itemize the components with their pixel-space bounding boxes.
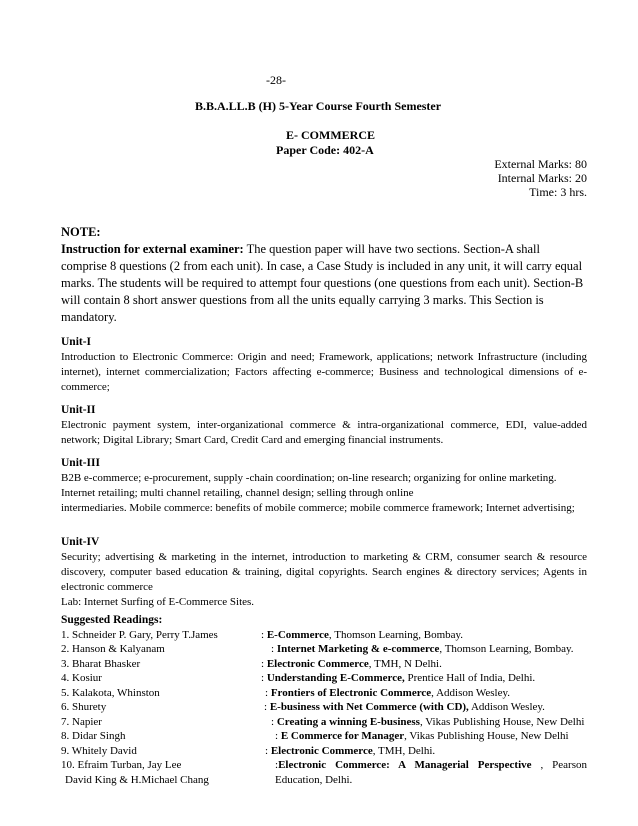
reading-author [61,758,261,787]
instruction-text: The question paper will have two sections. Section-A shall comprise 8 questions (2 from each unit). In case, a Case Study is included in any unit, it will carry equal marks. The students will be required to attempt four questions (one questions from each unit). Section-B will contain 8 short answer questions from all the units equally carrying 3 marks. This Section is mandatory. [61,242,584,324]
reading-item [61,758,587,787]
reading-item [61,700,587,715]
reading-book: Creating a winning E-business [276,715,420,728]
reading-item [61,729,587,744]
unit-text-line1: B2B e-commerce; e-procurement, supply -chain coordination; on-line research; organizing for online marketing. Internet retailing; multi channel retailing, channel design; selling through online [61,472,557,499]
reading-author: 7. Napier [61,715,102,728]
external-marks: External Marks: 80 [494,157,587,171]
internal-marks: Internal Marks: 20 [497,171,587,185]
unit-text: Introduction to Electronic Commerce: Origin and need; Framework, applications; network Infrastructure (including internet), internet commercialization; Factors affecting e-commerce; Business and technological dimensions of e-commerce; [61,351,587,393]
reading-sep: : [261,657,267,670]
reading-book: Electronic Commerce [270,744,373,757]
reading-book: E-Commerce [266,628,329,641]
reading-book: E-business with Net Commerce (with CD), [269,701,469,713]
unit-text-line2: intermediaries. Mobile commerce: benefits of mobile commerce; mobile commerce framework; Internet advertising; [61,502,575,514]
reading-book: Internet Marketing & e-commerce [276,643,440,655]
reading-sep: : [271,715,277,728]
reading-author: 2. Hanson & Kalyanam [61,643,165,655]
note-section [61,224,587,326]
reading-author: 4. Kosiur [61,672,102,684]
reading-rest: , TMH, N Delhi. [368,657,442,670]
unit-title: Unit-I [61,336,92,348]
subject-title: E- COMMERCE [286,128,375,142]
instruction-label: Instruction for external examiner: [61,242,244,256]
reading-item [61,657,587,672]
reading-item [61,715,587,730]
unit-2 [61,403,587,448]
reading-item [61,686,587,701]
reading-book: E Commerce for Manager [280,730,405,742]
unit-4 [61,535,587,610]
paper-code: Paper Code: 402-A [276,143,374,157]
note-title: NOTE: [61,225,101,239]
unit-text: Security; advertising & marketing in the internet, introduction to marketing & CRM, consumer search & resource discovery, computer based education & training, digital copyrights. Search engines & directory services; Agents in electronic commerce [61,551,587,593]
unit-1 [61,335,587,395]
reading-book: Frontiers of Electronic Commerce [270,686,432,699]
unit-lab: Lab: Internet Surfing of E-Commerce Sites. [61,596,255,608]
reading-sep: : [271,643,277,655]
reading-sep: : [264,701,270,713]
reading-rest: , Vikas Publishing House, New Delhi [404,730,569,742]
reading-author: 9. Whitely David [61,744,137,757]
note-body [61,241,587,326]
reading-publication [261,700,587,715]
exam-time: Time: 3 hrs. [529,185,587,199]
reading-publication [261,686,587,701]
reading-author: 3. Bharat Bhasker [61,657,141,670]
unit-title: Unit-II [61,404,96,416]
suggested-readings [61,613,587,787]
reading-sep: : [275,730,281,742]
reading-publication [261,715,587,730]
reading-author: 6. Shurety [61,701,107,713]
page-number: -28- [266,73,286,87]
readings-title: Suggested Readings: [61,614,163,626]
reading-rest: Prentice Hall of India, Delhi. [404,672,536,684]
reading-rest: , Thomson Learning, Bombay. [328,628,464,641]
reading-rest: , Pearson Education, Delhi. [275,759,587,786]
reading-author: 8. Didar Singh [61,730,126,742]
reading-rest: , Addison Wesley. [431,686,511,699]
reading-rest: , Vikas Publishing House, New Delhi [419,715,585,728]
unit-3 [61,456,587,516]
reading-publication [261,657,587,672]
unit-text: Electronic payment system, inter-organizational commerce & intra-organizational commerce, EDI, value-added network; Digital Library; Smart Card, Credit Card and emerging financial instruments. [61,419,587,446]
reading-sep: : [265,686,271,699]
reading-book: Electronic Commerce [266,657,369,670]
reading-item [61,671,587,686]
unit-title: Unit-IV [61,536,100,548]
course-title: B.B.A.LL.B (H) 5-Year Course Fourth Semester [195,99,442,113]
reading-rest: , Thomson Learning, Bombay. [439,643,574,655]
reading-publication [261,758,587,787]
reading-author: 5. Kalakota, Whinston [61,686,160,699]
reading-book: Understanding E-Commerce, [266,672,405,684]
reading-sep: : [261,672,267,684]
reading-item [61,628,587,643]
reading-sep: : [261,628,267,641]
reading-publication [261,729,587,744]
reading-sep: : [265,744,271,757]
reading-publication [261,671,587,686]
reading-rest: , TMH, Delhi. [372,744,436,757]
unit-title: Unit-III [61,457,100,469]
reading-item [61,642,587,657]
reading-book: Electronic Commerce: A Managerial Perspective [278,759,532,771]
reading-publication [261,628,587,643]
reading-sep: : [275,759,279,771]
reading-author-line1: 10. Efraim Turban, Jay Lee [61,759,182,771]
reading-publication [261,642,587,657]
reading-author-line2: David King & H.Michael Chang [65,773,209,786]
reading-publication [261,744,587,759]
reading-item [61,744,587,759]
reading-author: 1. Schneider P. Gary, Perry T.James [61,628,218,641]
reading-rest: Addison Wesley. [468,701,545,713]
